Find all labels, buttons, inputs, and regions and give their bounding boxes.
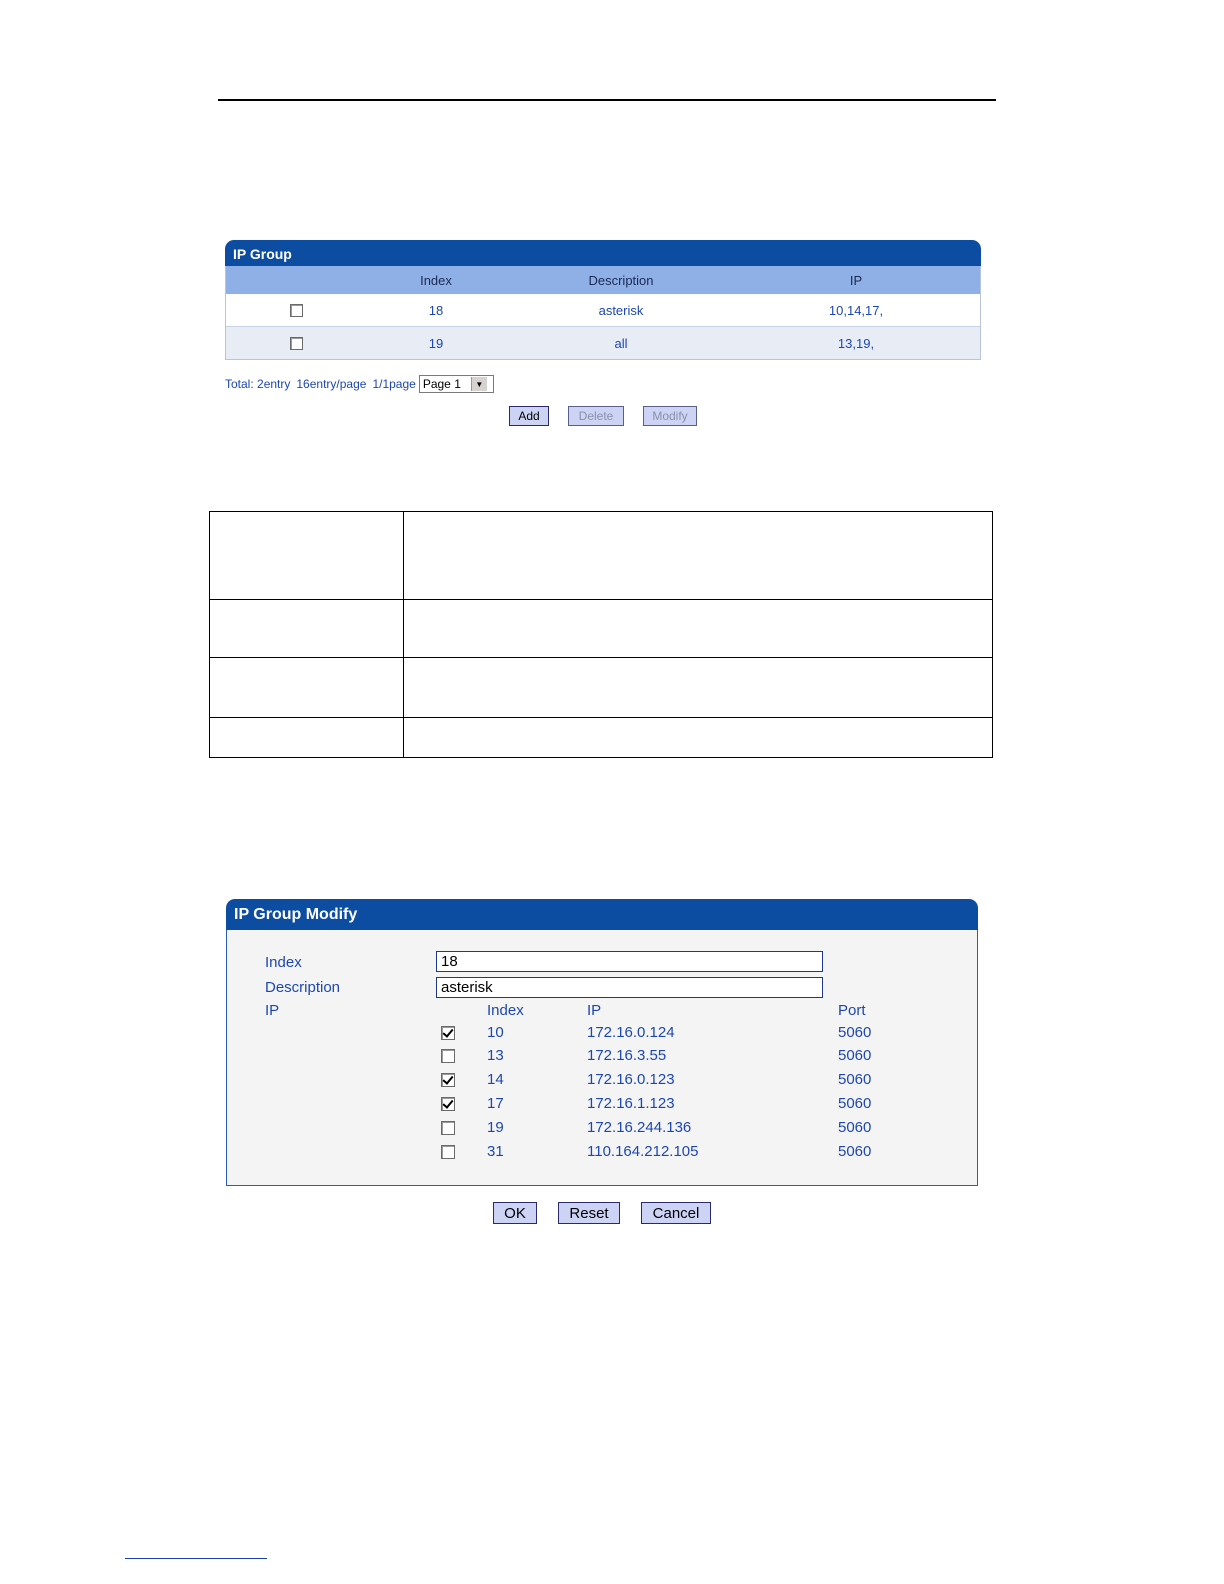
ip-entry-row xyxy=(0,1047,1224,1067)
ip-entry-port: 5060 xyxy=(838,1119,872,1136)
table-divider xyxy=(210,717,992,718)
ip-col-port: Port xyxy=(838,1002,866,1019)
row-select-checkbox[interactable] xyxy=(266,327,326,359)
table-divider xyxy=(210,657,992,658)
ip-entry-row xyxy=(0,1119,1224,1139)
row-description: all xyxy=(614,335,628,351)
ip-entry-index: 17 xyxy=(487,1095,504,1112)
ip-entry-checkbox[interactable] xyxy=(441,1145,454,1158)
ip-entry-port: 5060 xyxy=(838,1047,872,1064)
ip-entry-checkbox[interactable] xyxy=(441,1073,454,1086)
page-select[interactable] xyxy=(419,375,494,393)
ip-entry-index: 10 xyxy=(487,1024,504,1041)
column-ip: IP xyxy=(849,272,863,288)
ip-group-modify-title: IP Group Modify xyxy=(226,899,978,930)
ip-entry-row xyxy=(0,1095,1224,1115)
ip-entry-index: 31 xyxy=(487,1143,504,1160)
footer-link-underline xyxy=(125,1558,267,1559)
ip-entry-checkbox[interactable] xyxy=(441,1121,454,1134)
ip-group-table xyxy=(225,266,981,360)
cancel-button[interactable]: Cancel xyxy=(641,1202,711,1224)
reset-button[interactable]: Reset xyxy=(558,1202,620,1224)
index-field[interactable] xyxy=(436,951,823,972)
ip-label: IP xyxy=(265,1002,280,1019)
ip-entry-address: 172.16.0.123 xyxy=(587,1071,675,1088)
chevron-down-icon[interactable]: ▼ xyxy=(471,377,487,391)
row-ip: 13,19, xyxy=(837,335,875,351)
ip-entry-checkbox[interactable] xyxy=(441,1097,454,1110)
pagination-bar xyxy=(225,375,494,393)
ip-entry-index: 13 xyxy=(487,1047,504,1064)
table-divider xyxy=(403,512,404,757)
ip-entry-row xyxy=(0,1024,1224,1044)
table-divider xyxy=(210,599,992,600)
description-table xyxy=(209,511,993,758)
ip-entry-checkbox[interactable] xyxy=(441,1026,454,1039)
ip-entry-index: 14 xyxy=(487,1071,504,1088)
ip-entry-checkbox[interactable] xyxy=(441,1049,454,1062)
table-row xyxy=(226,327,980,359)
ip-entry-port: 5060 xyxy=(838,1071,872,1088)
ip-entry-address: 172.16.1.123 xyxy=(587,1095,675,1112)
ip-entry-address: 172.16.3.55 xyxy=(587,1047,667,1064)
description-field[interactable] xyxy=(436,977,823,998)
ip-entry-port: 5060 xyxy=(838,1143,872,1160)
column-index: Index xyxy=(420,272,452,288)
ip-entry-index: 19 xyxy=(487,1119,504,1136)
delete-button[interactable]: Delete xyxy=(568,406,624,426)
pager-total: Total: 2entry xyxy=(225,377,291,391)
row-select-checkbox[interactable] xyxy=(266,294,326,326)
page-select-value: Page 1 xyxy=(422,377,461,391)
ip-entry-address: 172.16.244.136 xyxy=(587,1119,692,1136)
ip-col-index: Index xyxy=(487,1002,524,1019)
ip-entry-address: 172.16.0.124 xyxy=(587,1024,675,1041)
column-description: Description xyxy=(588,272,654,288)
ip-col-ip: IP xyxy=(587,1002,602,1019)
modify-button[interactable]: Modify xyxy=(643,406,697,426)
pager-per-page: 16entry/page xyxy=(296,377,367,391)
index-label: Index xyxy=(265,954,302,971)
description-label: Description xyxy=(265,979,341,996)
pager-pages: 1/1page xyxy=(372,377,416,391)
ip-entry-row xyxy=(0,1143,1224,1163)
page-header-rule xyxy=(218,99,996,101)
ip-group-column-header xyxy=(226,266,980,294)
ip-group-panel-title: IP Group xyxy=(225,240,981,266)
row-description: asterisk xyxy=(598,302,644,318)
ip-entry-row xyxy=(0,1071,1224,1091)
row-index: 18 xyxy=(428,302,444,318)
ip-entry-port: 5060 xyxy=(838,1024,872,1041)
row-index: 19 xyxy=(428,335,444,351)
ip-entry-port: 5060 xyxy=(838,1095,872,1112)
add-button[interactable]: Add xyxy=(509,406,549,426)
table-row xyxy=(226,294,980,327)
ok-button[interactable]: OK xyxy=(493,1202,537,1224)
ip-entry-address: 110.164.212.105 xyxy=(587,1143,699,1160)
row-ip: 10,14,17, xyxy=(828,302,884,318)
